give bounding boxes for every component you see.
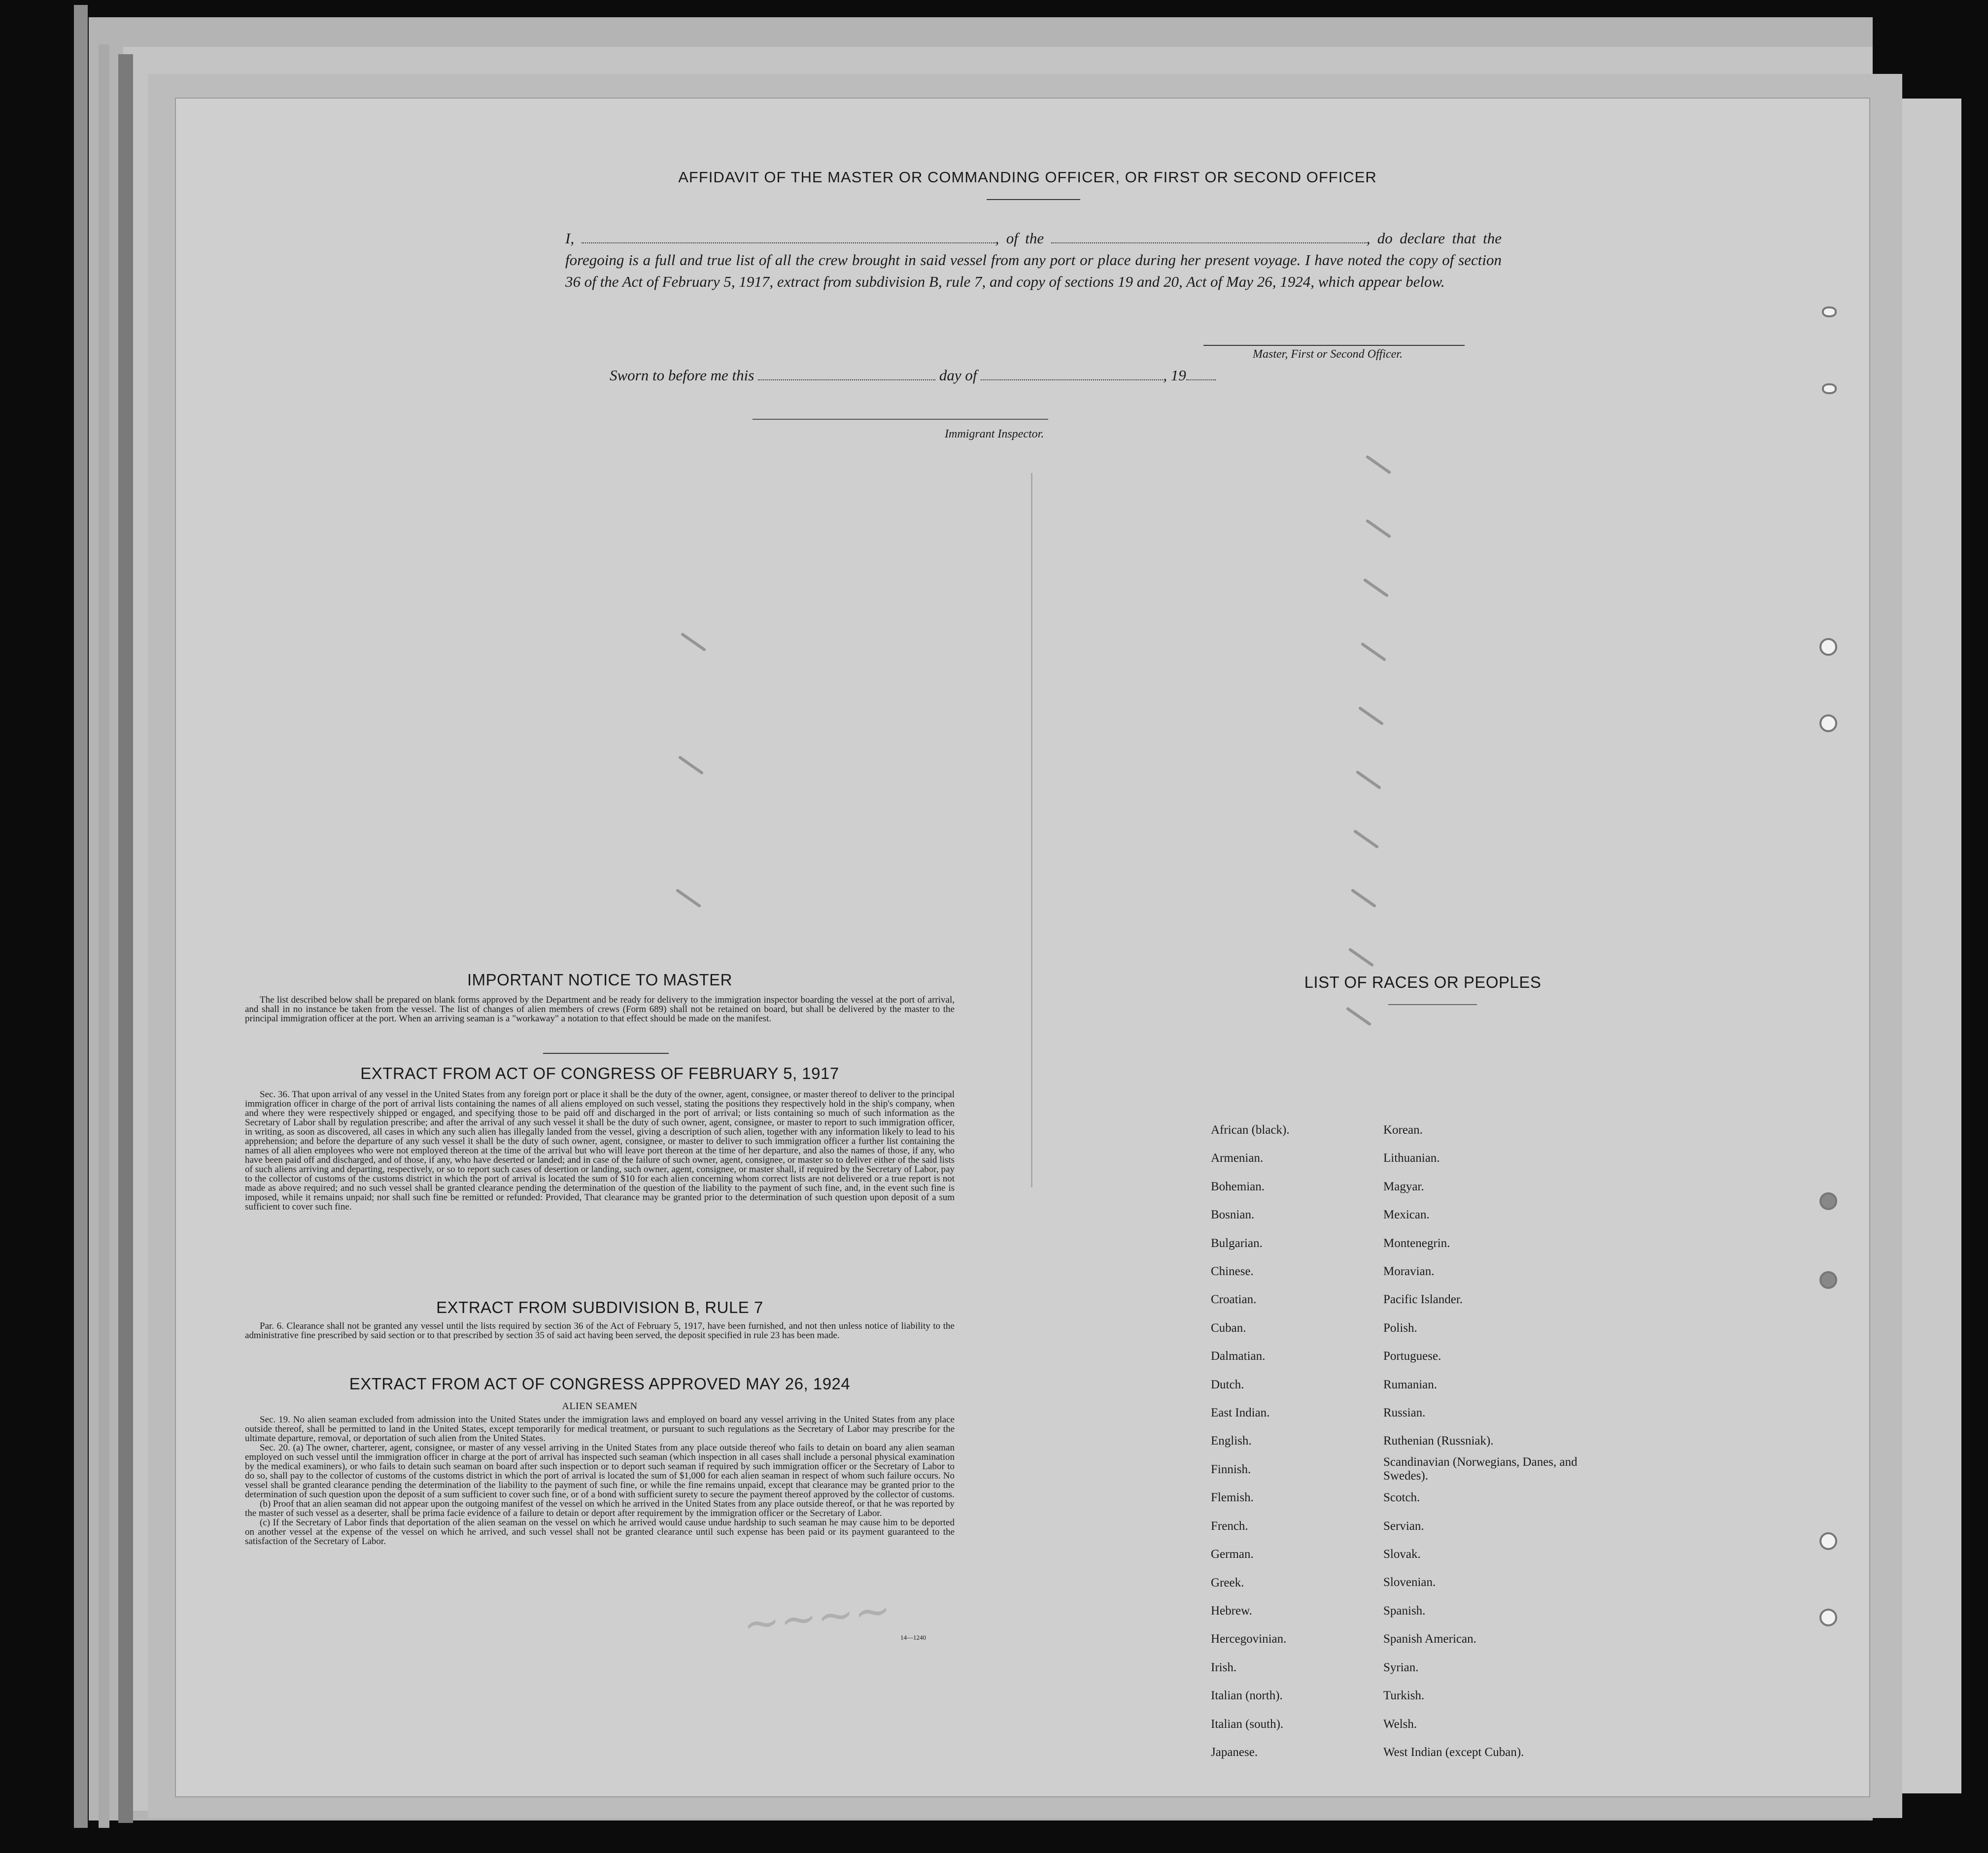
race-item: Mexican.	[1383, 1208, 1430, 1222]
race-item: Korean.	[1383, 1123, 1423, 1137]
tick-mark	[678, 755, 704, 775]
declaration-of-the: , of the	[995, 230, 1044, 247]
races-list-right	[1383, 1116, 1590, 1766]
tick-mark	[1346, 1007, 1372, 1026]
race-item: Turkish.	[1383, 1689, 1425, 1703]
sworn-line	[610, 365, 1447, 386]
race-item: Portuguese.	[1383, 1349, 1441, 1363]
punch-hole	[1819, 1271, 1837, 1289]
races-title: LIST OF RACES OR PEOPLES	[1304, 973, 1542, 991]
declaration-i: I,	[565, 230, 575, 247]
race-item: French.	[1211, 1519, 1248, 1533]
page-fold	[1031, 473, 1032, 1187]
race-item: Italian (north).	[1211, 1689, 1283, 1703]
punch-hole	[1819, 1192, 1837, 1210]
inspector-label: Immigrant Inspector.	[945, 428, 1044, 440]
sworn-before-label: Sworn to before me this	[610, 367, 754, 384]
race-item: Pacific Islander.	[1383, 1293, 1463, 1307]
punch-hole	[1819, 1609, 1837, 1626]
punch-hole	[1822, 383, 1837, 394]
title-underline	[987, 199, 1080, 200]
sec20a-paragraph: Sec. 20. (a) The owner, charterer, agent, consignee, or master of any vessel arriving in the United States from any place outside thereof who fails to detain on board any alien seaman employed on such vessel until the immigration officer in charge at the port of arrival has inspected such seaman (which inspection in all cases shall include a personal physical examination by the medical examiners), or who fails to detain such seaman on board after such inspection or to deport such seaman if required by such immigration officer or the Secretary of Labor to do so, shall pay to the collector of customs of the customs district in which the port of arrival is located the sum of $1,000 for each alien seaman in respect of whom such failure occurs. No vessel shall be granted clearance pending the determination of the liability to the payment of such fine, or while the fine remains unpaid, except that clearance may be granted prior to the determination of such question upon the deposit of a sum sufficient to cover such fine, or of a bond with sufficient surety to secure the payment thereof approved by the collector of customs.	[245, 1443, 955, 1500]
race-item: African (black).	[1211, 1123, 1290, 1137]
race-item: Hebrew.	[1211, 1604, 1252, 1617]
race-item: Italian (south).	[1211, 1717, 1284, 1731]
tick-mark	[1348, 947, 1374, 967]
left-edge-strip-1	[74, 5, 88, 1828]
punch-hole	[1819, 638, 1837, 656]
notice-paragraph: The list described below shall be prepared on blank forms approved by the Department and be ready for delivery to the immigration inspector boarding the vessel at the port of arrival, and shall in no instance be taken from the vessel. The list of changes of alien members of crews (Form 689) shall not be retained on board, but shall be delivered by the master to the principal immigration officer at the port. When an arriving seaman is a "workaway" a notation to that effect should be made on the manifest.	[245, 995, 955, 1024]
race-item: Scotch.	[1383, 1491, 1420, 1505]
race-item: Rumanian.	[1383, 1378, 1438, 1391]
declaration-text: that the foregoing is a full and true list of all the crew brought in said vessel from any port or place during her present voyage. I have noted the copy of section 36 of the Act of February 5, 1917, extract from subdivision B, rule 7, and copy of sections 19 and 20, Act of May 26, 1924, which appear below.	[565, 230, 1502, 290]
extract-1917-text	[245, 1090, 955, 1212]
race-item: Hercegovinian.	[1211, 1632, 1287, 1646]
notice-divider	[543, 1053, 669, 1054]
extract-1917-paragraph: Sec. 36. That upon arrival of any vessel in the United States from any foreign port or place it shall be the duty of the owner, agent, consignee, or master thereof to deliver to the principal immigration officer in charge of the port of arrival lists containing the names of all aliens employed on such vessel, stating the positions they respectively hold in the ship's company, when and where they were respectively shipped or engaged, and specifying those to be paid off and discharged in the port of arrival; or lists containing so much of such information as the Secretary of Labor shall by regulation prescribe; and after the arrival of any such vessel it shall be the duty of such owner, agent, consignee, or master to report to such immigration officer, in writing, as soon as discovered, all cases in which any such alien has illegally landed from the vessel, giving a description of such alien, together with any information likely to lead to his apprehension; and before the departure of any such vessel it shall be the duty of such owner, agent, consignee, or master to deliver to such immigration officer a further list containing the names of all alien employees who were not employed thereon at the time of the arrival but who will leave port thereon at the time of her departure, and also the names of those, if any, who have been paid off and discharged, and of those, if any, who have deserted or landed; and in case of the failure of such owner, agent, consignee, or master so to deliver either of the said lists of such aliens arriving and departing, respectively, or so to report such cases of desertion or landing, such owner, agent, consignee, or master shall, if required by the Secretary of Labor, pay to the collector of customs of the customs district in which the port of arrival is located the sum of $10 for each alien concerning whom correct lists are not delivered or a true report is not made as above required; and no such vessel shall be granted clearance pending the determination of the question of the liability to the payment of such fine, and, in the event such fine is imposed, while it remains unpaid; nor shall such fine be remitted or refunded: Provided, That clearance may be granted prior to the determination of such question upon deposit of a sum sufficient to cover such fine.	[245, 1089, 955, 1212]
master-signature-line[interactable]	[1203, 345, 1465, 346]
tick-mark	[1358, 706, 1384, 725]
affidavit-page	[175, 98, 1870, 1797]
race-item: Russian.	[1383, 1406, 1426, 1420]
race-item: Finnish.	[1211, 1462, 1251, 1476]
extract-rule7-paragraph: Par. 6. Clearance shall not be granted any vessel until the lists required by section 36 of the Act of February 5, 1917, have been furnished, and not then unless notice of liability to the administrative fine prescribed by said section or to that prescribed by section 35 of said act having been served, the deposit specified in rule 23 has been made.	[245, 1321, 955, 1341]
vessel-name-field[interactable]	[1051, 242, 1367, 243]
extract-rule7-text	[245, 1321, 955, 1340]
race-item: East Indian.	[1211, 1406, 1270, 1420]
race-item: West Indian (except Cuban).	[1383, 1745, 1524, 1759]
race-item: Armenian.	[1211, 1151, 1264, 1165]
race-item: Montenegrin.	[1383, 1236, 1450, 1250]
sworn-day-of-label: day of	[939, 367, 977, 384]
extract-rule7-title: EXTRACT FROM SUBDIVISION B, RULE 7	[436, 1298, 763, 1316]
notice-title: IMPORTANT NOTICE TO MASTER	[467, 971, 732, 989]
race-item: Syrian.	[1383, 1660, 1419, 1674]
extract-1924-subtitle: ALIEN SEAMEN	[562, 1401, 638, 1412]
punch-hole	[1822, 306, 1837, 317]
punch-hole	[1819, 714, 1837, 732]
master-signature-label: Master, First or Second Officer.	[1253, 348, 1403, 361]
race-item: Chinese.	[1211, 1265, 1254, 1279]
tick-mark	[1353, 829, 1379, 848]
sec20c-paragraph: (c) If the Secretary of Labor finds that deportation of the alien seaman on the vessel on which he arrived would cause undue hardship to such seaman he may cause him to be deported on another vessel at the expense of the vessel on which he arrived, and such vessel shall not be granted clearance until such expense has been paid or its payment guaranteed to the satisfaction of the Secretary of Labor.	[245, 1517, 955, 1547]
form-number: 14—1240	[900, 1634, 926, 1641]
race-item: Croatian.	[1211, 1293, 1257, 1307]
notice-text	[245, 995, 955, 1023]
sec19-paragraph: Sec. 19. No alien seaman excluded from admission into the United States under the immigration laws and employed on board any vessel arriving in the United States from any place outside thereof, shall be permitted to land in the United States, except temporarily for medical treatment, or pursuant to such regulations as the Secretary of Labor may prescribe for the ultimate departure, removal, or deportation of such alien from the United States.	[245, 1415, 955, 1444]
race-item: Servian.	[1383, 1519, 1424, 1533]
tick-mark	[1351, 888, 1377, 908]
race-item: Bohemian.	[1211, 1179, 1265, 1193]
inspector-signature-line[interactable]	[753, 419, 1048, 420]
race-item: Magyar.	[1383, 1179, 1424, 1193]
race-item: Bulgarian.	[1211, 1236, 1263, 1250]
handwritten-scrawl: ~~~~	[740, 1583, 894, 1651]
race-item: Spanish.	[1383, 1604, 1426, 1617]
right-edge-strip	[1902, 99, 1961, 1793]
declaration-block	[565, 228, 1502, 293]
punch-hole	[1819, 1532, 1837, 1550]
sworn-month-field[interactable]	[981, 379, 1163, 380]
extract-1924-title: EXTRACT FROM ACT OF CONGRESS APPROVED MAY 26, 1924	[349, 1375, 851, 1393]
sworn-day-field[interactable]	[758, 379, 935, 380]
race-item: Japanese.	[1211, 1745, 1258, 1759]
sworn-year-field[interactable]	[1186, 379, 1216, 380]
race-item: Dutch.	[1211, 1378, 1244, 1391]
declaration-do-declare: , do declare	[1366, 230, 1445, 247]
tick-mark	[1363, 578, 1389, 597]
race-item: Slovak.	[1383, 1548, 1421, 1561]
race-item: Slovenian.	[1383, 1576, 1436, 1589]
race-item: Scandinavian (Norwegians, Danes, and Swedes).	[1383, 1455, 1577, 1482]
race-item: Ruthenian (Russniak).	[1383, 1434, 1494, 1448]
extract-1917-title: EXTRACT FROM ACT OF CONGRESS OF FEBRUARY 5, 1917	[360, 1064, 839, 1082]
tick-mark	[681, 632, 707, 651]
tick-mark	[676, 888, 702, 908]
master-name-field[interactable]	[582, 242, 995, 243]
tick-mark	[1366, 455, 1392, 474]
left-edge-strip-2	[99, 44, 109, 1828]
affidavit-title: AFFIDAVIT OF THE MASTER OR COMMANDING OFFICER, OR FIRST OR SECOND OFFICER	[678, 168, 1377, 186]
races-list-left	[1211, 1116, 1290, 1766]
races-divider	[1388, 1004, 1477, 1005]
sworn-year-label: , 19	[1163, 367, 1186, 384]
race-item: Welsh.	[1383, 1717, 1417, 1731]
extract-1924-text	[245, 1415, 955, 1546]
race-item: Dalmatian.	[1211, 1349, 1266, 1363]
race-item: Polish.	[1383, 1321, 1417, 1335]
tick-mark	[1356, 770, 1382, 789]
race-item: Lithuanian.	[1383, 1151, 1440, 1165]
race-item: English.	[1211, 1434, 1252, 1448]
race-item: Bosnian.	[1211, 1208, 1255, 1222]
race-item: Cuban.	[1211, 1321, 1246, 1335]
sec20b-paragraph: (b) Proof that an alien seaman did not appear upon the outgoing manifest of the vessel on which he arrived in the United States from any place outside thereof, or that he was reported by the master of such vessel as a deserter, shall be prima facie evidence of a failure to detain or deport after requirement by the immigration officer or the Secretary of Labor.	[245, 1499, 955, 1518]
tick-mark	[1361, 642, 1387, 661]
race-item: Flemish.	[1211, 1491, 1254, 1505]
race-item: Spanish American.	[1383, 1632, 1476, 1646]
left-edge-strip-3	[118, 54, 133, 1823]
race-item: Greek.	[1211, 1576, 1244, 1589]
tick-mark	[1366, 519, 1392, 538]
race-item: German.	[1211, 1548, 1254, 1561]
race-item: Irish.	[1211, 1660, 1237, 1674]
race-item: Moravian.	[1383, 1265, 1435, 1279]
